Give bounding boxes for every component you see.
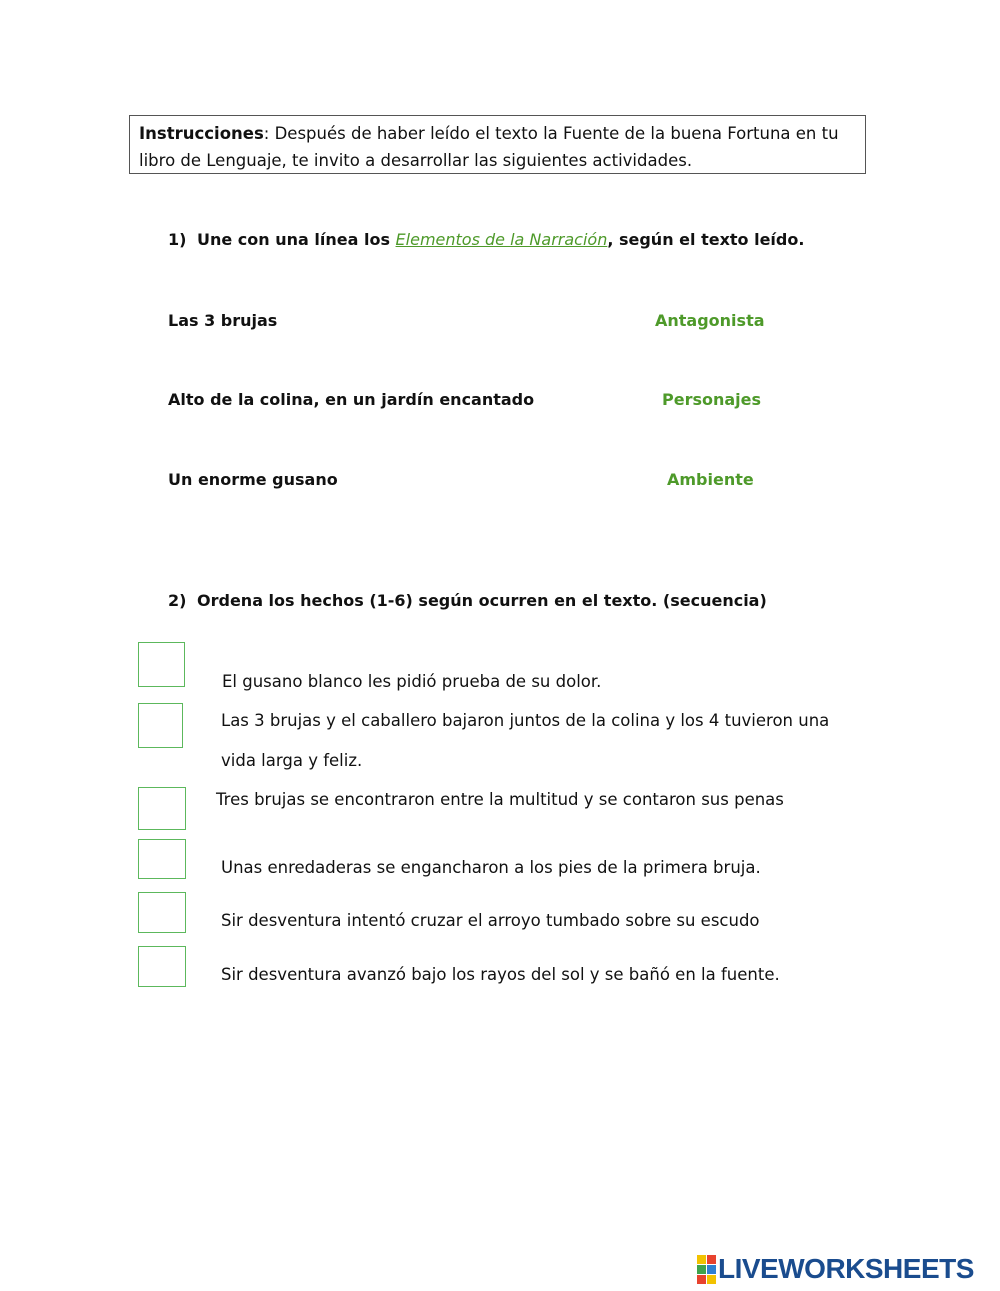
logo-text: LIVEWORKSHEETS <box>718 1253 974 1284</box>
question-1-title <box>168 230 804 249</box>
match-right-item[interactable]: Personajes <box>662 390 762 409</box>
match-right-item[interactable]: Antagonista <box>655 311 765 330</box>
sequence-statement: Unas enredaderas se engancharon a los pies de la primera bruja. <box>221 858 761 877</box>
question-2-number: 2) <box>168 591 187 610</box>
logo-blocks-icon <box>697 1255 716 1284</box>
sequence-statement: Sir desventura avanzó bajo los rayos del sol y se bañó en la fuente. <box>221 965 780 984</box>
order-input-box[interactable] <box>138 892 186 933</box>
sequence-statement: Las 3 brujas y el caballero bajaron juntos de la colina y los 4 tuvieron una vida larga y feliz. <box>221 711 830 770</box>
order-input-box[interactable] <box>138 703 183 748</box>
question-2-title <box>168 591 767 610</box>
match-left-item[interactable]: Alto de la colina, en un jardín encantado <box>168 390 535 409</box>
narration-elements-link[interactable]: Elementos de la Narración <box>395 230 608 249</box>
order-input-box[interactable] <box>138 642 185 687</box>
question-1-text-before: Une con una línea los <box>197 230 396 249</box>
instructions-text: : Después de haber leído el texto la Fuente de la buena Fortuna en tu libro de Lenguaje, te invito a desarrollar las siguientes actividades. <box>139 124 839 170</box>
question-1-text-after: , según el texto leído. <box>607 230 805 249</box>
order-input-box[interactable] <box>138 946 186 987</box>
sequence-statement: El gusano blanco les pidió prueba de su dolor. <box>222 672 602 691</box>
liveworksheets-logo <box>697 1254 974 1284</box>
question-2-text: Ordena los hechos (1-6) según ocurren en el texto. (secuencia) <box>197 591 767 610</box>
sequence-statement: Tres brujas se encontraron entre la multitud y se contaron sus penas <box>216 790 784 809</box>
match-right-item[interactable]: Ambiente <box>667 470 754 489</box>
instructions-label: Instrucciones <box>139 124 264 143</box>
match-left-item[interactable]: Las 3 brujas <box>168 311 278 330</box>
match-left-item[interactable]: Un enorme gusano <box>168 470 338 489</box>
question-1-number: 1) <box>168 230 187 249</box>
sequence-statement: Sir desventura intentó cruzar el arroyo tumbado sobre su escudo <box>221 911 760 930</box>
order-input-box[interactable] <box>138 787 186 830</box>
order-input-box[interactable] <box>138 839 186 879</box>
instructions-box <box>129 115 866 174</box>
